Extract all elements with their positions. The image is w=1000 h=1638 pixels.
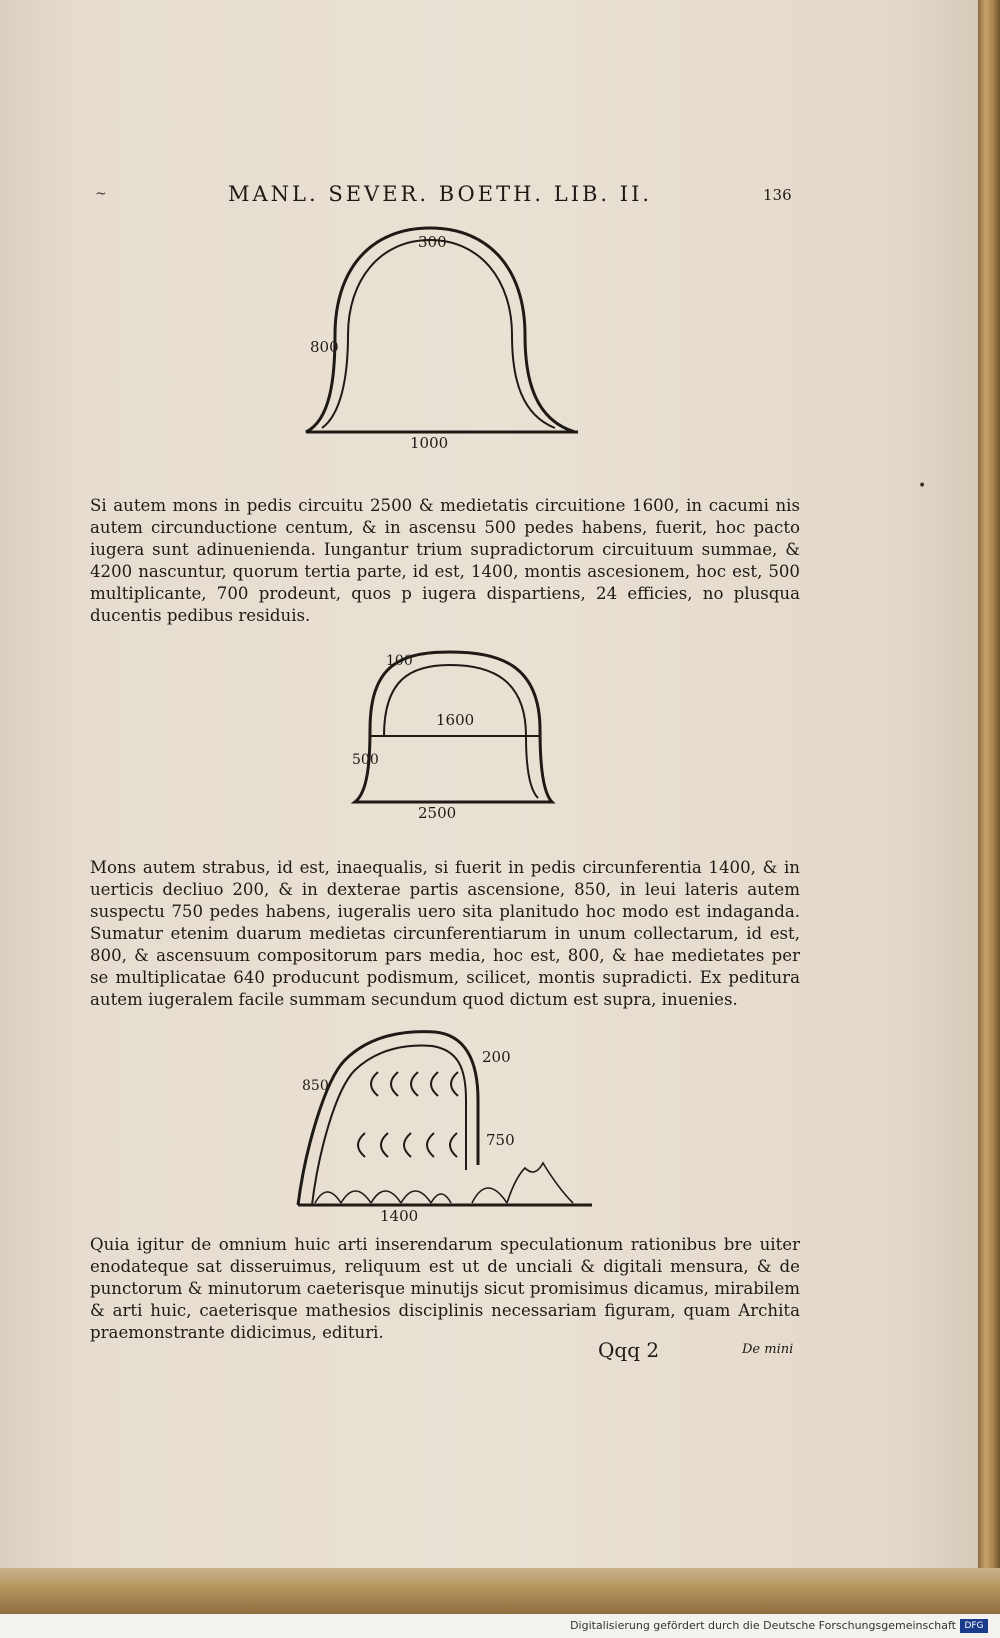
fig1-base-label: 1000 [410, 434, 449, 452]
fig2-middle-label: 1600 [436, 711, 475, 729]
fig2-side-label: 500 [352, 752, 379, 768]
footer-credit: Digitalisierung gefördert durch die Deutsche Forschungsgemeinschaft [570, 1619, 956, 1632]
dfg-logo: DFG [960, 1619, 988, 1633]
paragraph-1: Si autem mons in pedis circuitu 2500 & medietatis circuitione 1600, in cacumi nis autem circunductione centum, & in ascensu 500 pedes habens, fuerit, hoc pacto iugera sunt adinuenienda. Iungantur trium supradictorum circuituum summae, & 4200 nascuntur, quorum tertia parte, id est, 1400, montis ascesionem, hoc est, 500 multiplicante, 700 prodeunt, quos p iugera dispartiens, 24 efficies, no plusqua ducentis pedibus residuis. [90, 496, 800, 625]
fig2-top-label: 100 [386, 653, 413, 669]
book-bottom-edge [0, 1568, 1000, 1614]
catchword: De mini [742, 1342, 794, 1357]
fig3-right-label: 750 [486, 1131, 515, 1149]
fig1-top-label: 300 [418, 233, 447, 251]
paragraph-2: Mons autem strabus, id est, inaequalis, si fuerit in pedis circunferentia 1400, & in uerticis decliuo 200, & in dexterae partis ascensione, 850, in leui lateris autem suspectu 750 pedes habens, iugeralis uero sita planitudo hoc modo est indaganda. Sumatur etenim duarum medietas circunferentiarum in unum collectarum, id est, 800, & ascensuum compositorum pars media, hoc est, 800, & hae medietates per se multiplicatae 640 producunt podismum, scilicet, montis supradicti. Ex peditura autem iugeralem facile summam secundum quod dictum est supra, inuenies. [90, 858, 800, 1009]
signature-mark: Qqq 2 [598, 1338, 660, 1362]
fig1-side-label: 800 [310, 338, 339, 356]
folio-number: 136 [763, 186, 792, 204]
ink-mark: • [918, 478, 927, 494]
fig2-base-label: 2500 [418, 804, 457, 822]
ink-mark: ~ [95, 186, 107, 202]
fig3-top-label: 200 [482, 1048, 511, 1066]
paragraph-3: Quia igitur de omnium huic arti inserendarum speculationum rationibus bre uiter enodateque sat disseruimus, reliquum est ut de unciali & digitali mensura, & de punctorum & minutorum caeterisque minutijs sicut promisimus dicamus, mirabilem & arti huic, caeterisque mathesios disciplinis necessariam figuram, quam Archita praemonstrante didicimus, edituri. [90, 1235, 800, 1342]
fig3-left-label: 850 [302, 1078, 329, 1094]
running-title: MANL. SEVER. BOETH. LIB. II. [228, 182, 653, 206]
fig3-base-label: 1400 [380, 1207, 419, 1225]
